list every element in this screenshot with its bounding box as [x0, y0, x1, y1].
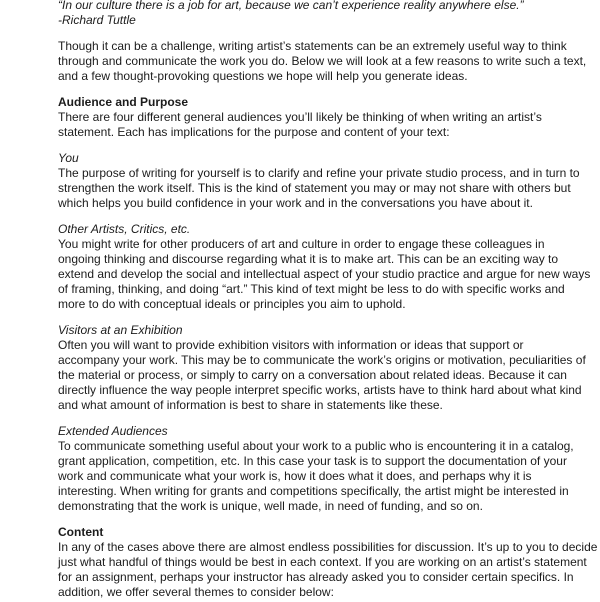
- text-line: There are four different general audiences you’ll likely be thinking of when writing an artist’s: [58, 110, 542, 124]
- text-line: Often you will want to provide exhibition visitors with information or ideas that support or: [58, 338, 524, 352]
- text-line: more to do with conceptual ideals or principles you aim to uphold.: [58, 297, 406, 311]
- text-line: of framing, thinking, and doing “art.” This kind of text might be less to do with specific works and: [58, 282, 565, 296]
- text-line: which helps you build confidence in your work and in the conversations you have about it.: [58, 196, 533, 210]
- text-line: interesting. When writing for grants and competitions specifically, the artist might be interested in: [58, 484, 569, 498]
- you-subsection: [58, 151, 580, 211]
- audience-section: [58, 95, 580, 140]
- others-subsection: [58, 222, 591, 312]
- subsection-heading: Extended Audiences: [58, 424, 168, 438]
- text-line: addition, we offer several themes to consider below:: [58, 585, 334, 599]
- epigraph: [58, 0, 580, 28]
- text-line: You might write for other producers of art and culture in order to engage these colleagues in: [58, 237, 545, 251]
- text-line: demonstrating that the work is unique, well made, in need of funding, and so on.: [58, 499, 483, 513]
- text-line: the material or process, or simply to carry on a conversation about related ideas. Because it can: [58, 368, 567, 382]
- text-line: and what amount of information is best to share in statements like these.: [58, 398, 443, 412]
- text-line: just what handful of things would be best in each context. If you are working on an artist’s statement: [58, 555, 587, 569]
- text-line: extend and develop the social and intellectual aspect of your studio practice and argue for new ways: [58, 267, 591, 281]
- text-line: for an assignment, perhaps your instructor has already asked you to consider certain specifics. In: [58, 570, 574, 584]
- text-line: grant application, competition, etc. In this case your task is to support the documentation of your: [58, 454, 567, 468]
- text-line: through and communicate the work you do. Below we will look at a few reasons to write such a text,: [58, 54, 587, 68]
- extended-subsection: [58, 424, 580, 514]
- subsection-heading: You: [58, 151, 79, 165]
- visitors-subsection: [58, 323, 586, 413]
- text-line: and a few thought-provoking questions we hope will help you generate ideas.: [58, 69, 468, 83]
- text-line: In any of the cases above there are almost endless possibilities for discussion. It’s up to you to decide: [58, 540, 598, 554]
- text-line: work and communicate what your work is, how it does what it does, and perhaps why it is: [58, 469, 532, 483]
- content-section: [58, 525, 598, 600]
- text-line: accompany your work. This may be to communicate the work’s origins or motivation, peculiarities of: [58, 353, 586, 367]
- text-line: The purpose of writing for yourself is to clarify and refine your private studio process, and in turn to: [58, 166, 580, 180]
- text-line: directly influence the way people interpret specific works, artists have to think hard about what kind: [58, 383, 582, 397]
- text-line: To communicate something useful about your work to a public who is encountering it in a catalog,: [58, 439, 574, 453]
- quote-author: -Richard Tuttle: [58, 13, 136, 27]
- text-line: Though it can be a challenge, writing artist’s statements can be an extremely useful way to think: [58, 39, 567, 53]
- intro-paragraph: [58, 39, 587, 84]
- quote-text: “In our culture there is a job for art, because we can’t experience reality anywhere else.”: [58, 0, 524, 12]
- text-line: ongoing thinking and discourse regarding what it is to make art. This can be an exciting way to: [58, 252, 559, 266]
- subsection-heading: Other Artists, Critics, etc.: [58, 222, 191, 236]
- text-line: statement. Each has implications for the purpose and content of your text:: [58, 125, 450, 139]
- text-line: strengthen the work itself. This is the kind of statement you may or may not share with others but: [58, 181, 571, 195]
- section-heading: Audience and Purpose: [58, 95, 189, 109]
- subsection-heading: Visitors at an Exhibition: [58, 323, 183, 337]
- section-heading: Content: [58, 525, 104, 539]
